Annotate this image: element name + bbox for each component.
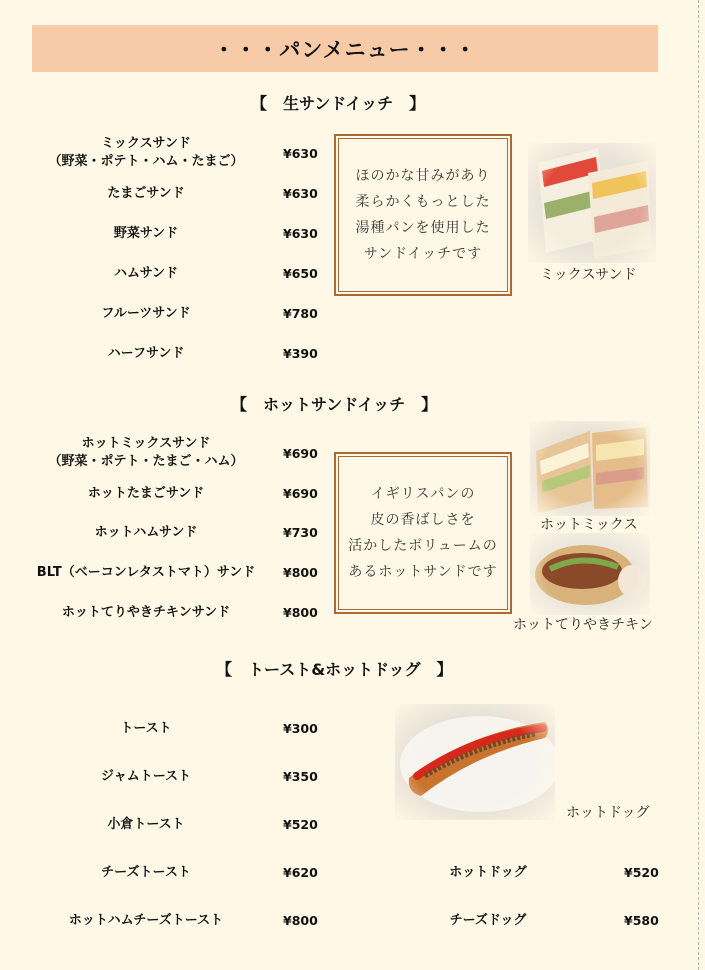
- menu-item-price: ¥520: [283, 817, 318, 832]
- menu-item-name: ホットたまごサンド: [87, 486, 205, 501]
- section-heading-hot: 【 ホットサンドイッチ 】: [231, 395, 438, 414]
- menu-item-name: トースト: [120, 721, 172, 736]
- menu-item-price: ¥390: [283, 346, 318, 361]
- photo-caption: ホットてりやきチキン: [513, 617, 653, 633]
- section-heading-fresh: 【 生サンドイッチ 】: [251, 94, 426, 113]
- menu-item-price: ¥520: [624, 865, 659, 880]
- section-heading-toast: 【 トースト&ホットドッグ 】: [216, 660, 453, 679]
- menu-item-name: ジャムトースト: [100, 769, 192, 784]
- hot-mix-sandwich-photo: [530, 421, 650, 516]
- menu-item-name: ホットドッグ: [449, 865, 527, 880]
- menu-item-name: フルーツサンド: [101, 306, 191, 321]
- menu-item-price: ¥620: [283, 865, 318, 880]
- teriyaki-chicken-photo: [530, 533, 650, 615]
- menu-item-name: ホットミックスサンド （野菜・ポテト・たまご・ハム）: [48, 436, 244, 469]
- mix-sandwich-photo: [528, 143, 656, 263]
- menu-item-price: ¥780: [283, 306, 318, 321]
- menu-item-name: たまごサンド: [107, 186, 185, 201]
- menu-item-name: ミックスサンド （野菜・ポテト・ハム・たまご）: [48, 136, 244, 169]
- menu-item-price: ¥730: [283, 525, 318, 540]
- hotdog-photo: [395, 704, 555, 820]
- photo-caption: ミックスサンド: [540, 267, 637, 283]
- menu-item-price: ¥630: [283, 146, 318, 161]
- photo-caption: ホットドッグ: [566, 805, 650, 821]
- menu-item-name: ホットハムチーズトースト: [68, 913, 224, 928]
- menu-item-name: ホットハムサンド: [94, 525, 198, 540]
- menu-item-name: 小倉トースト: [107, 817, 185, 832]
- menu-item-price: ¥350: [283, 769, 318, 784]
- menu-item-name: ホットてりやきチキンサンド: [61, 605, 231, 620]
- menu-item-name: ハムサンド: [113, 266, 179, 281]
- description-box-hot: イギリスパンの 皮の香ばしさを 活かしたボリュームの あるホットサンドです: [334, 452, 512, 614]
- description-box-fresh: ほのかな甘みがあり 柔らかくもっとした 湯種パンを使用した サンドイッチです: [334, 134, 512, 296]
- page-edge-divider: [698, 0, 699, 970]
- menu-item-price: ¥630: [283, 226, 318, 241]
- menu-item-price: ¥800: [283, 565, 318, 580]
- menu-item-price: ¥800: [283, 913, 318, 928]
- menu-item-price: ¥580: [624, 913, 659, 928]
- menu-item-price: ¥800: [283, 605, 318, 620]
- menu-item-name: BLT（ベーコンレタストマト）サンド: [36, 565, 256, 580]
- menu-item-name: チーズドッグ: [449, 913, 527, 928]
- menu-title: ・・・パンメニュー・・・: [32, 25, 658, 72]
- menu-item-name: ハーフサンド: [107, 346, 185, 361]
- menu-item-price: ¥690: [283, 446, 318, 461]
- menu-item-name: 野菜サンド: [113, 226, 179, 241]
- menu-item-price: ¥630: [283, 186, 318, 201]
- menu-item-name: チーズトースト: [101, 865, 191, 880]
- photo-caption: ホットミックス: [540, 517, 638, 533]
- menu-item-price: ¥650: [283, 266, 318, 281]
- menu-item-price: ¥300: [283, 721, 318, 736]
- menu-item-price: ¥690: [283, 486, 318, 501]
